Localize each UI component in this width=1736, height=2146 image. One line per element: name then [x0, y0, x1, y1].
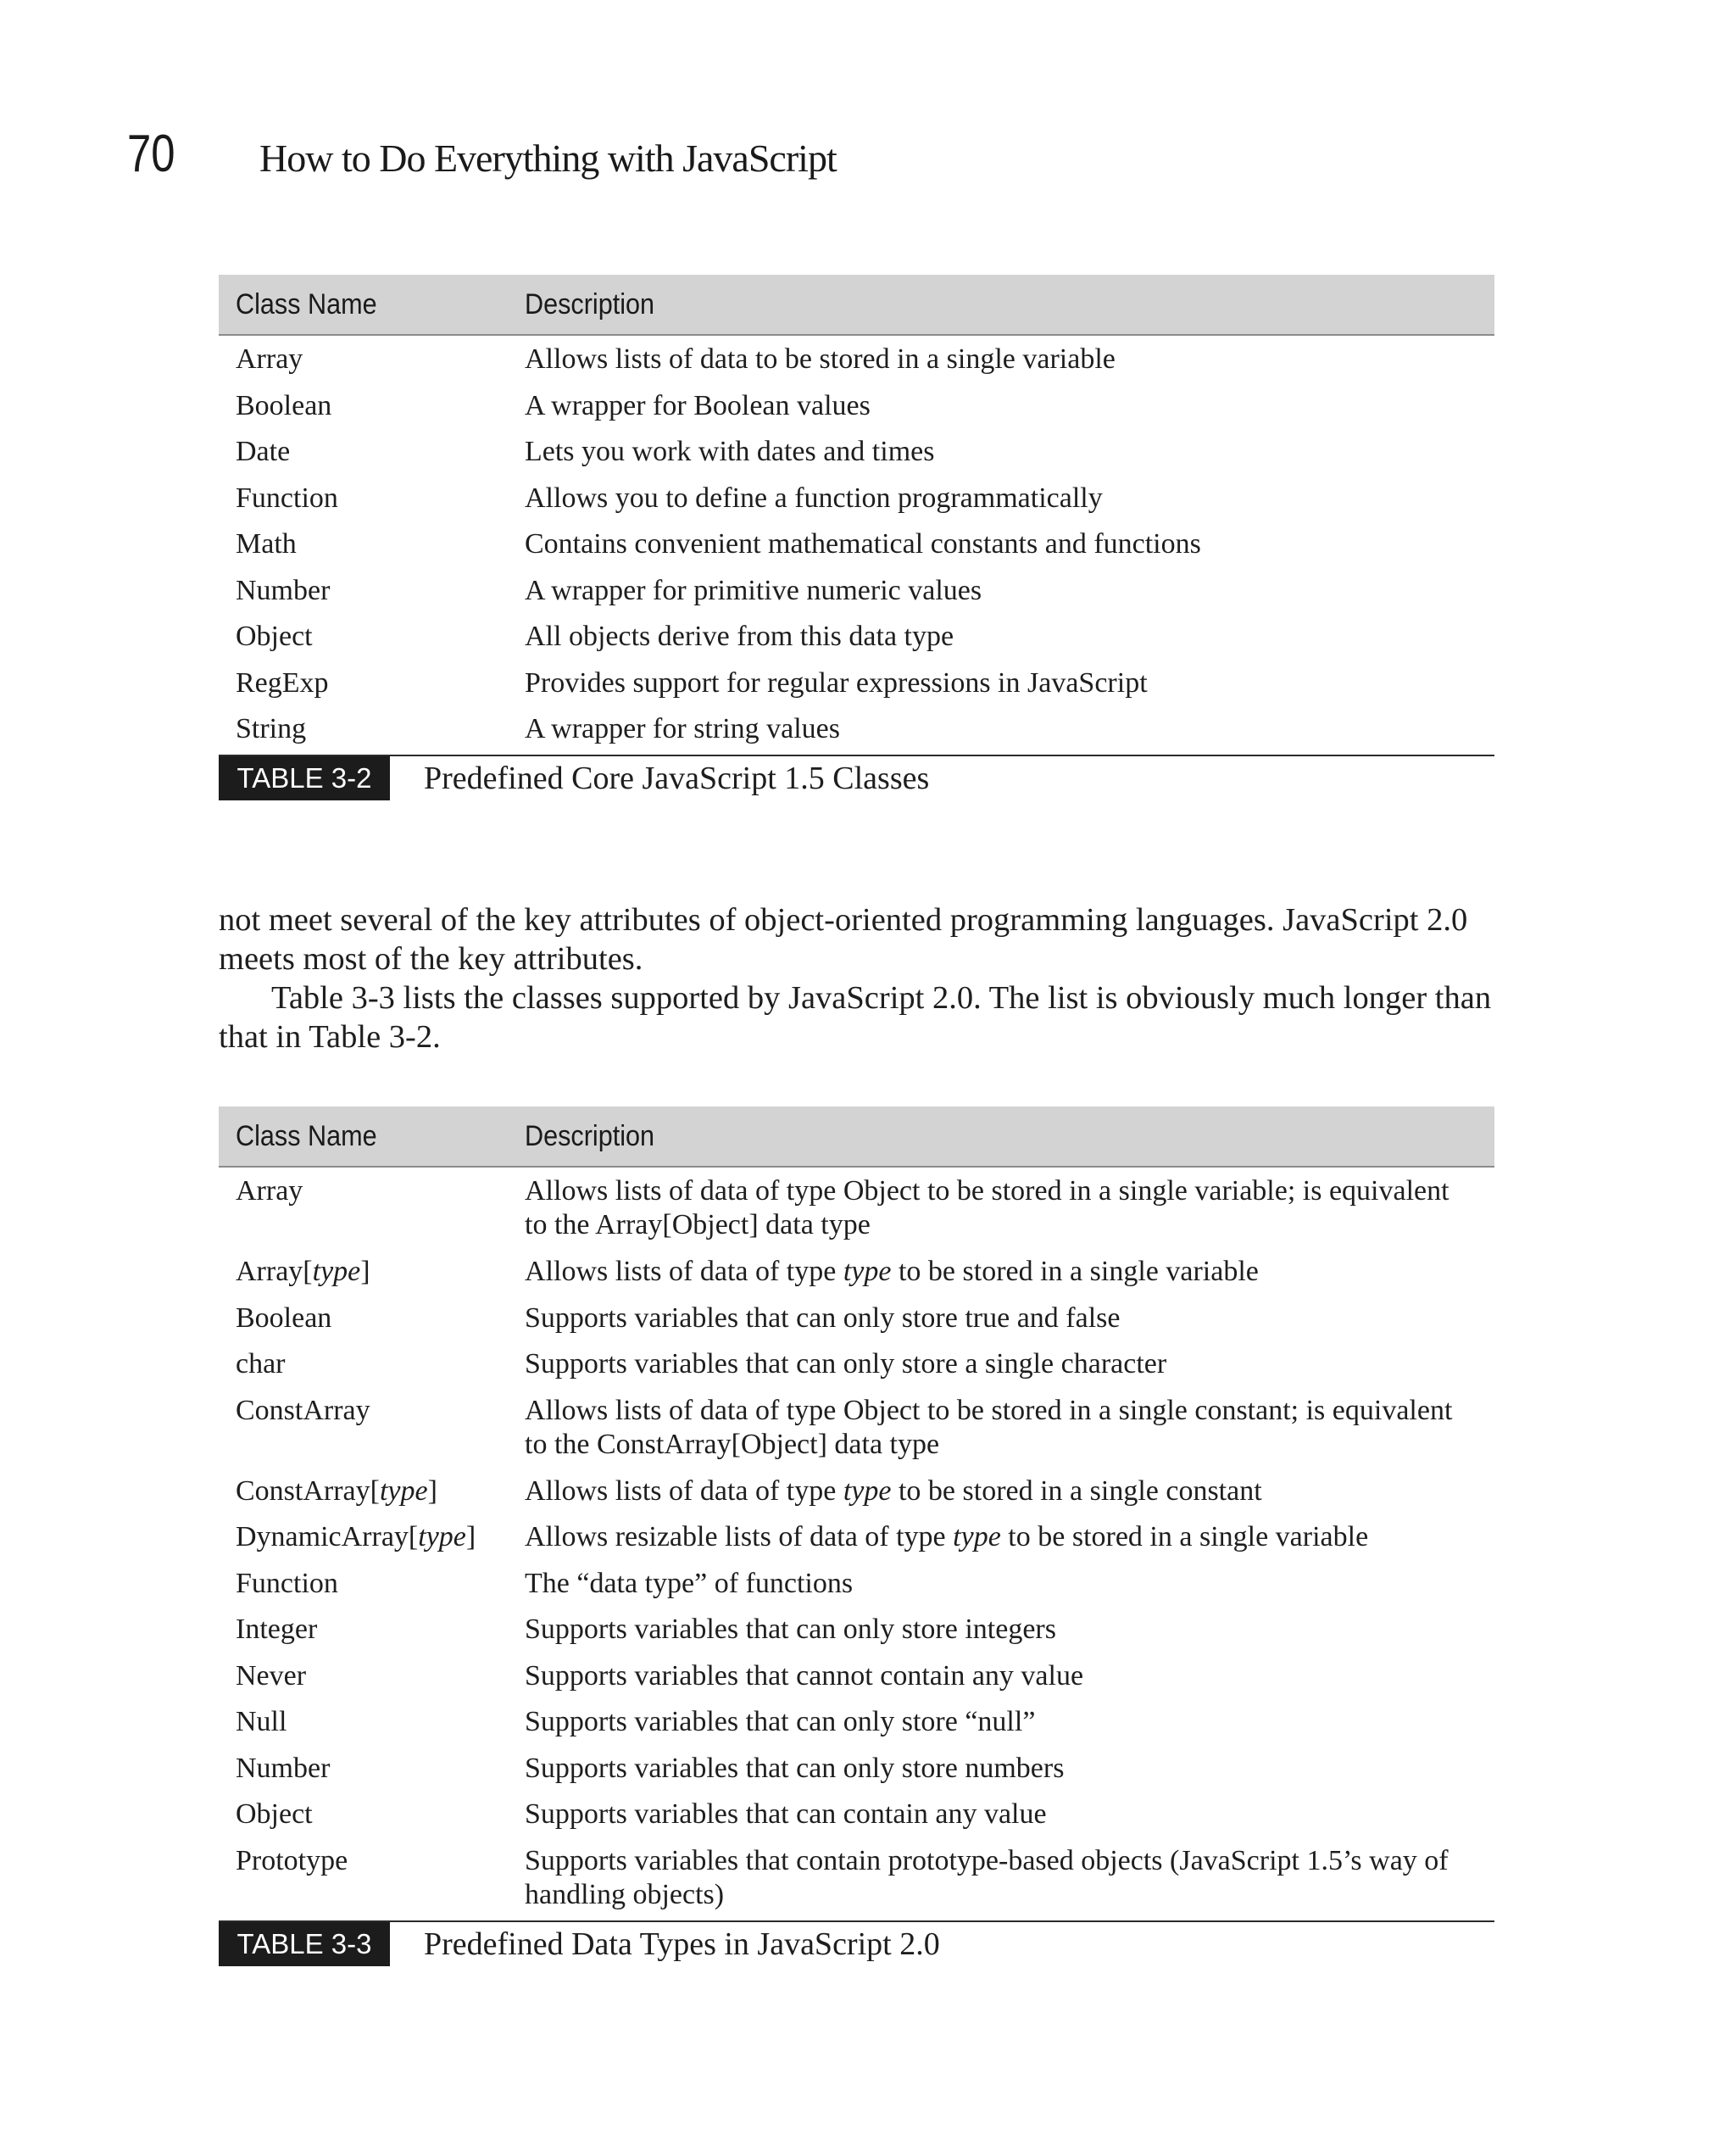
table-label-badge: TABLE 3-2	[219, 756, 390, 800]
description-cell: A wrapper for primitive numeric values	[525, 574, 982, 606]
description-cell: Provides support for regular expressions in JavaScript	[525, 666, 1148, 699]
table-row	[219, 343, 1494, 389]
class-name-cell: String	[236, 713, 307, 744]
description-cell: Allows lists of data of type type to be stored in a single variable	[525, 1256, 1259, 1287]
description-cell: Supports variables that can contain any value	[525, 1798, 1047, 1830]
description-cell: Allows lists of data to be stored in a single variable	[525, 343, 1116, 375]
table-caption-text: Predefined Core JavaScript 1.5 Classes	[424, 761, 930, 796]
description-cell: The “data type” of functions	[525, 1567, 854, 1599]
description-cell: All objects derive from this data type	[525, 621, 954, 652]
class-name-cell: ConstArray[type]	[236, 1474, 437, 1507]
class-name-cell: DynamicArray[type]	[236, 1521, 476, 1552]
class-name-cell: Number	[236, 574, 331, 606]
table-row	[219, 1567, 1494, 1614]
table-row	[219, 1752, 1494, 1798]
class-name-cell: Math	[236, 528, 297, 560]
class-name-cell: Array[type]	[236, 1256, 370, 1287]
table-row	[219, 574, 1494, 621]
class-name-cell: Date	[236, 436, 291, 467]
paragraph: not meet several of the key attributes of object-oriented programming languages. JavaScript 2.0 meets most of the key attributes.	[219, 902, 1468, 977]
class-name-cell: Object	[236, 621, 313, 652]
table-row	[219, 666, 1494, 713]
class-name-cell: Prototype	[236, 1844, 348, 1876]
page-number: 70	[127, 125, 175, 183]
description-cell: Allows lists of data of type Object to be stored in a single variable; is equivalent to the Array[Object] data type	[525, 1175, 1449, 1240]
table-header	[219, 1106, 1494, 1168]
class-name-cell: Boolean	[236, 389, 332, 421]
column-header-class-name: Class Name	[236, 287, 377, 321]
description-cell: A wrapper for string values	[525, 713, 841, 744]
table-row	[219, 1613, 1494, 1659]
table-row	[219, 620, 1494, 666]
book-title: How to Do Everything with JavaScript	[259, 137, 837, 180]
table-row	[219, 435, 1494, 482]
description-cell: Allows lists of data of type type to be stored in a single constant	[525, 1474, 1262, 1507]
table-row	[219, 712, 1494, 755]
class-name-cell: Object	[236, 1798, 313, 1830]
class-name-cell: Boolean	[236, 1302, 332, 1334]
table-row	[219, 389, 1494, 436]
table-row	[219, 482, 1494, 528]
description-cell: Supports variables that can only store integers	[525, 1614, 1056, 1645]
class-name-cell: Null	[236, 1706, 287, 1737]
table-label-badge: TABLE 3-3	[219, 1922, 390, 1966]
description-cell: Supports variables that cannot contain any value	[525, 1659, 1084, 1692]
class-name-cell: Array	[236, 1175, 303, 1207]
table-row	[219, 527, 1494, 574]
table-row	[219, 1520, 1494, 1567]
body-text	[219, 900, 1494, 1056]
description-cell: Allows lists of data of type Object to be stored in a single constant; is equivalent to the ConstArray[Object] data type	[525, 1394, 1453, 1460]
table-row	[219, 1798, 1494, 1844]
description-cell: Supports variables that can only store true and false	[525, 1302, 1121, 1334]
class-name-cell: Integer	[236, 1614, 318, 1645]
description-cell: Allows resizable lists of data of type type to be stored in a single variable	[525, 1521, 1369, 1552]
page-header	[127, 124, 837, 184]
class-name-cell: Never	[236, 1659, 307, 1692]
description-cell: Supports variables that can only store a single character	[525, 1348, 1167, 1380]
description-cell: Lets you work with dates and times	[525, 436, 935, 467]
table-row	[219, 1844, 1494, 1920]
class-name-cell: RegExp	[236, 666, 329, 699]
description-cell: Supports variables that contain prototype-based objects (JavaScript 1.5’s way of handling objects)	[525, 1844, 1449, 1910]
table-row	[219, 1659, 1494, 1706]
table-body	[219, 1168, 1494, 1920]
description-cell: A wrapper for Boolean values	[525, 389, 871, 421]
description-cell: Supports variables that can only store “null”	[525, 1706, 1036, 1737]
description-cell: Contains convenient mathematical constants and functions	[525, 528, 1201, 560]
class-name-cell: Array	[236, 343, 303, 375]
table-caption	[219, 755, 1494, 800]
table-row	[219, 1347, 1494, 1394]
table-header	[219, 275, 1494, 336]
table-row	[219, 1255, 1494, 1302]
class-name-cell: Function	[236, 482, 338, 514]
column-header-description: Description	[525, 1119, 655, 1152]
table-row	[219, 1174, 1494, 1255]
description-cell: Supports variables that can only store numbers	[525, 1752, 1065, 1784]
column-header-class-name: Class Name	[236, 1119, 377, 1152]
table-row	[219, 1705, 1494, 1752]
table-row	[219, 1302, 1494, 1348]
table-row	[219, 1394, 1494, 1474]
table-row	[219, 1474, 1494, 1521]
table-3-2	[219, 275, 1494, 800]
class-name-cell: Function	[236, 1567, 338, 1599]
class-name-cell: char	[236, 1348, 286, 1380]
table-3-3	[219, 1106, 1494, 1966]
table-caption-text: Predefined Data Types in JavaScript 2.0	[424, 1926, 940, 1962]
paragraph: Table 3-3 lists the classes supported by JavaScript 2.0. The list is obviously much longer than that in Table 3-2.	[219, 980, 1492, 1055]
table-caption	[219, 1920, 1494, 1966]
class-name-cell: ConstArray	[236, 1394, 370, 1426]
description-cell: Allows you to define a function programmatically	[525, 482, 1103, 514]
class-name-cell: Number	[236, 1752, 331, 1784]
table-body	[219, 336, 1494, 755]
column-header-description: Description	[525, 287, 655, 321]
